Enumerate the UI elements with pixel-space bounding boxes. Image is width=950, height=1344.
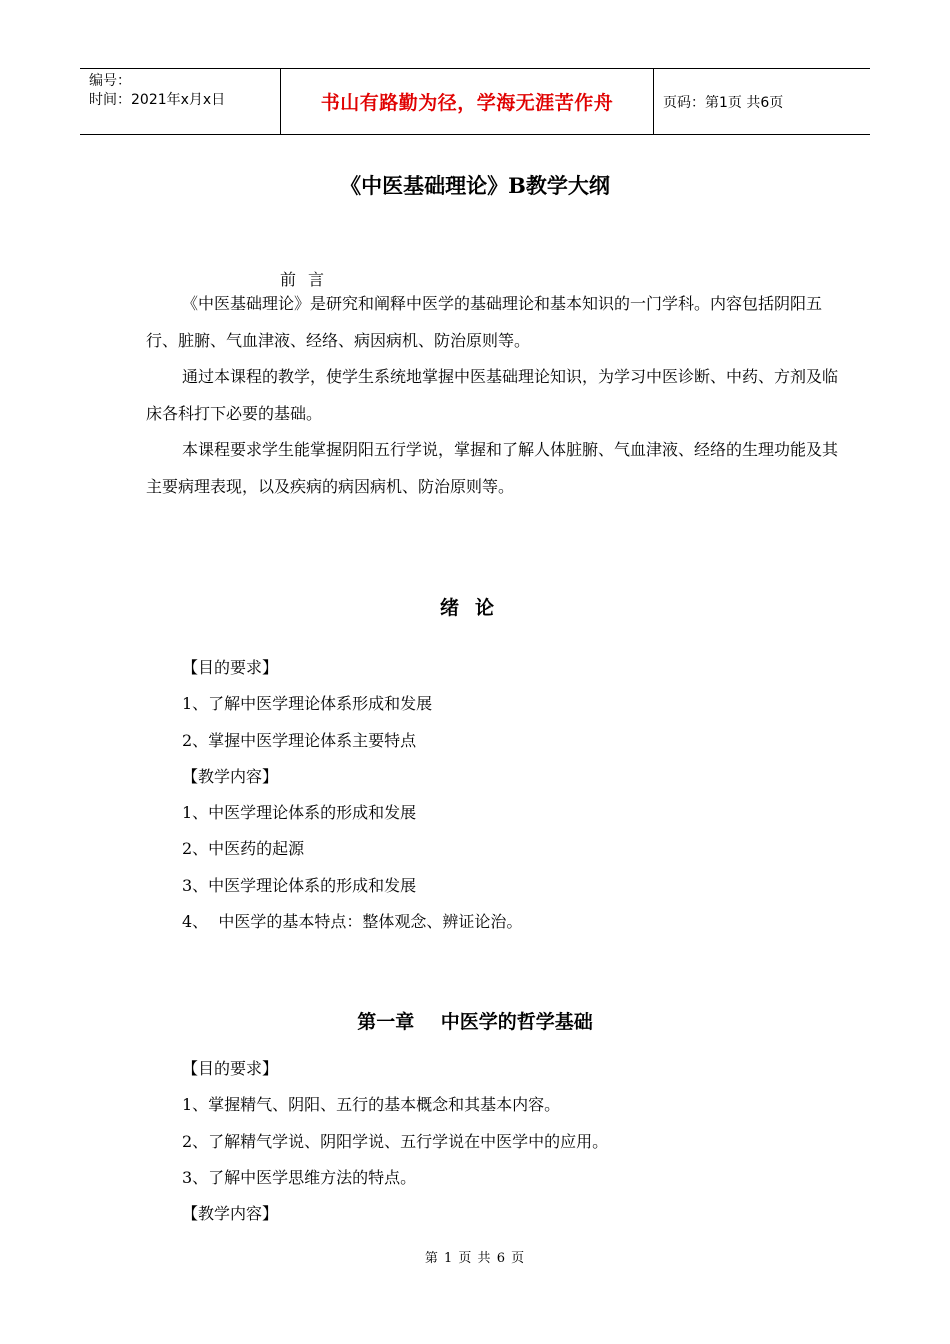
list-item: 【教学内容】	[182, 1204, 279, 1224]
list-item: 3、了解中医学思维方法的特点。	[182, 1167, 417, 1187]
preface-heading: 前言	[280, 270, 337, 289]
list-item: 2、掌握中医学理论体系主要特点	[182, 730, 417, 750]
preface-paragraph-1: 《中医基础理论》是研究和阐释中医学的基础理论和基本知识的一门学科。内容包括阴阳五行、脏腑、气血津液、经络、病因病机、防治原则等。	[146, 294, 823, 350]
list-item: 1、了解中医学理论体系形成和发展	[182, 694, 433, 714]
time-label: 时间：2021年x月x日	[89, 92, 226, 108]
chapter1-heading: 第一章 中医学的哲学基础	[357, 1011, 593, 1033]
code-label: 编号：	[89, 73, 131, 89]
introduction-heading: 绪论	[439, 597, 510, 619]
header-page-label: 页码：第1页 共6页	[663, 94, 784, 111]
list-item: 【教学内容】	[182, 766, 279, 786]
list-item: 1、掌握精气、阴阳、五行的基本概念和其基本内容。	[182, 1095, 561, 1115]
page-footer: 第 1 页 共 6 页	[424, 1251, 526, 1266]
header-left-cell	[80, 69, 281, 134]
list-item: 【目的要求】	[182, 658, 279, 677]
header-table	[80, 68, 870, 135]
chapter1-list	[182, 1051, 608, 1232]
document-title: 《中医基础理论》B教学大纲	[340, 173, 610, 198]
introduction-list	[182, 650, 522, 940]
header-motto: 书山有路勤为径，学海无涯苦作舟	[281, 69, 654, 134]
list-item: 4、 中医学的基本特点：整体观念、辨证论治。	[182, 912, 523, 932]
preface-paragraph-3: 本课程要求学生能掌握阴阳五行学说，掌握和了解人体脏腑、气血津液、经络的生理功能及其主要病理表现，以及疾病的病因病机、防治原则等。	[146, 440, 839, 496]
list-item: 2、了解精气学说、阴阳学说、五行学说在中医学中的应用。	[182, 1131, 609, 1151]
list-item: 2、中医药的起源	[182, 839, 305, 859]
list-item: 1、中医学理论体系的形成和发展	[182, 803, 417, 823]
preface-paragraph-2: 通过本课程的教学，使学生系统地掌握中医基础理论知识，为学习中医诊断、中药、方剂及临床各科打下必要的基础。	[146, 367, 839, 423]
list-item: 3、中医学理论体系的形成和发展	[182, 875, 417, 895]
list-item: 【目的要求】	[182, 1059, 279, 1078]
